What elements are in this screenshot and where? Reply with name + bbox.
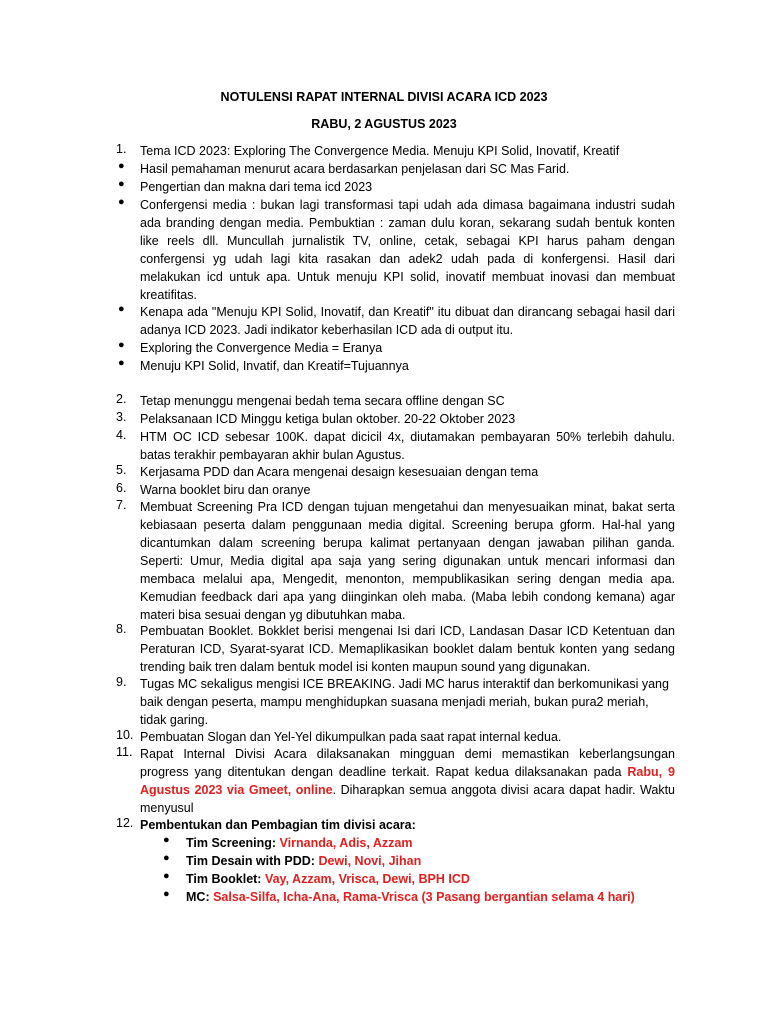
sub-bullet-dot-icon: ● <box>163 870 170 882</box>
item-number: 10. <box>116 728 134 742</box>
team-label: Tim Desain with PDD: <box>186 854 319 868</box>
sub-bullet-dot-icon: ● <box>163 834 170 846</box>
item-text-part: Rapat Internal Divisi Acara dilaksanakan mingguan demi memastikan keberlangsungan progress yang ditentukan dengan deadline terkait. Rapat kedua dilaksanakan pada <box>140 747 675 779</box>
bullet-text: Exploring the Convergence Media = Eranya <box>140 341 383 355</box>
item-text: Pembuatan Booklet. Bokklet berisi mengenai Isi dari ICD, Landasan Dasar ICD Ketentuan dan Peraturan ICD, Syarat-syarat ICD. Memaplikasikan booklet dalam bentuk konten yang sedang trending baik tren dalam bentuk model isi konten maupun sound yang digunakan. <box>140 624 675 674</box>
item-number: 3. <box>116 410 127 424</box>
team-entry <box>186 852 666 870</box>
item-text: Pembuatan Slogan dan Yel-Yel dikumpulkan pada saat rapat internal kedua. <box>140 730 562 744</box>
team-label: Tim Screening: <box>186 836 280 850</box>
bullet-text: Menuju KPI Solid, Invatif, dan Kreatif=Tujuannya <box>140 359 409 373</box>
item-text: Pelaksanaan ICD Minggu ketiga bulan oktober. 20-22 Oktober 2023 <box>140 412 516 426</box>
bullet-dot-icon: ● <box>118 339 125 351</box>
document-date: RABU, 2 AGUSTUS 2023 <box>311 117 457 131</box>
bullet-dot-icon: ● <box>118 196 125 208</box>
team-label: MC: <box>186 890 214 904</box>
item-text: Pembentukan dan Pembagian tim divisi acara: <box>140 818 416 832</box>
item-number: 1. <box>116 142 127 156</box>
bullet-dot-icon: ● <box>118 178 125 190</box>
item-number: 4. <box>116 428 127 442</box>
meeting-date-highlight: Rabu, 9 Agustus 2023 via Gmeet, online <box>140 765 675 797</box>
bullet-text: Pengertian dan makna dari tema icd 2023 <box>140 180 373 194</box>
item-number: 2. <box>116 392 127 406</box>
item-text: Tugas MC sekaligus mengisi ICE BREAKING. Jadi MC harus interaktif dan berkomunikasi yang baik dengan peserta, mampu menghidupkan suasana menjadi meriah, bukan pura2 meriah, tidak garing. <box>140 677 669 727</box>
bullet-dot-icon: ● <box>118 357 125 369</box>
team-members: Vay, Azzam, Vrisca, Dewi, BPH ICD <box>264 872 470 886</box>
item-number: 8. <box>116 622 127 636</box>
item-number: 7. <box>116 498 127 512</box>
sub-bullet-dot-icon: ● <box>163 852 170 864</box>
team-entry <box>186 870 666 888</box>
item-number: 9. <box>116 675 127 689</box>
bullet-text: Kenapa ada "Menuju KPI Solid, Inovatif, dan Kreatif" itu dibuat dan dirancang sebagai hasil dari adanya ICD 2023. Jadi indikator keberhasilan ICD ada di output itu. <box>140 305 675 337</box>
bullet-dot-icon: ● <box>118 303 125 315</box>
bullet-dot-icon: ● <box>118 160 125 172</box>
team-members: Virnanda, Adis, Azzam <box>279 836 413 850</box>
team-label: Tim Booklet: <box>186 872 265 886</box>
item-text: Membuat Screening Pra ICD dengan tujuan mengetahui dan menyesuaikan minat, bakat serta kebiasaan peserta dalam penggunaan media digital. Screening berupa gform. Hal-hal yang dicantumkan dalam screening berupa kalimat pertanyaan dengan jawaban pilihan ganda. Seperti: Umur, Media digital apa saja yang sering digunakan untuk mencari informasi dan membaca melalui apa, Mengedit, menonton, mempublikasikan sering dengan media apa. Kemudian feedback dari apa yang diinginkan oleh maba. (Maba lebih condong kemana) agar materi bisa sesuai dengan yg dibutuhkan maba. <box>140 500 675 622</box>
sub-bullet-dot-icon: ● <box>163 888 170 900</box>
item-number: 11. <box>116 745 133 759</box>
item-text-part: . Diharapkan semua anggota divisi acara dapat hadir. Waktu menyusul <box>140 783 675 815</box>
document-title: NOTULENSI RAPAT INTERNAL DIVISI ACARA ICD 2023 <box>220 90 548 104</box>
team-entry <box>186 834 666 852</box>
item-text: Tema ICD 2023: Exploring The Convergence Media. Menuju KPI Solid, Inovatif, Kreatif <box>140 144 620 158</box>
item-text: Warna booklet biru dan oranye <box>140 483 311 497</box>
item-text: Kerjasama PDD dan Acara mengenai desaign kesesuaian dengan tema <box>140 465 539 479</box>
team-entry <box>186 888 666 906</box>
item-text <box>140 745 675 817</box>
item-number: 5. <box>116 463 127 477</box>
item-number: 12. <box>116 816 134 830</box>
item-number: 6. <box>116 481 127 495</box>
team-members: Salsa-Silfa, Icha-Ana, Rama-Vrisca (3 Pasang bergantian selama 4 hari) <box>213 890 635 904</box>
team-members: Dewi, Novi, Jihan <box>318 854 422 868</box>
item-text: Tetap menunggu mengenai bedah tema secara offline dengan SC <box>140 394 505 408</box>
item-text: HTM OC ICD sebesar 100K. dapat dicicil 4x, diutamakan pembayaran 50% terlebih dahulu. batas terakhir pembayaran akhir bulan Agustus. <box>140 430 675 462</box>
bullet-text: Confergensi media : bukan lagi transformasi tapi udah ada dimasa bagaimana industri sudah ada branding dengan media. Pembuktian : zaman dulu koran, sekarang sudah bentuk konten like reels dll. Muncullah jurnalistik TV, online, cetak, sebagai KPI harus paham dengan confergensi yg udah lagi kita rasakan dan adek2 udah pada di konfergensi. Hasil dari melakukan icd untuk apa. Untuk menuju KPI solid, inovatif membuat inovasi dan membuat kreatifitas. <box>140 198 675 302</box>
bullet-text: Hasil pemahaman menurut acara berdasarkan penjelasan dari SC Mas Farid. <box>140 162 570 176</box>
